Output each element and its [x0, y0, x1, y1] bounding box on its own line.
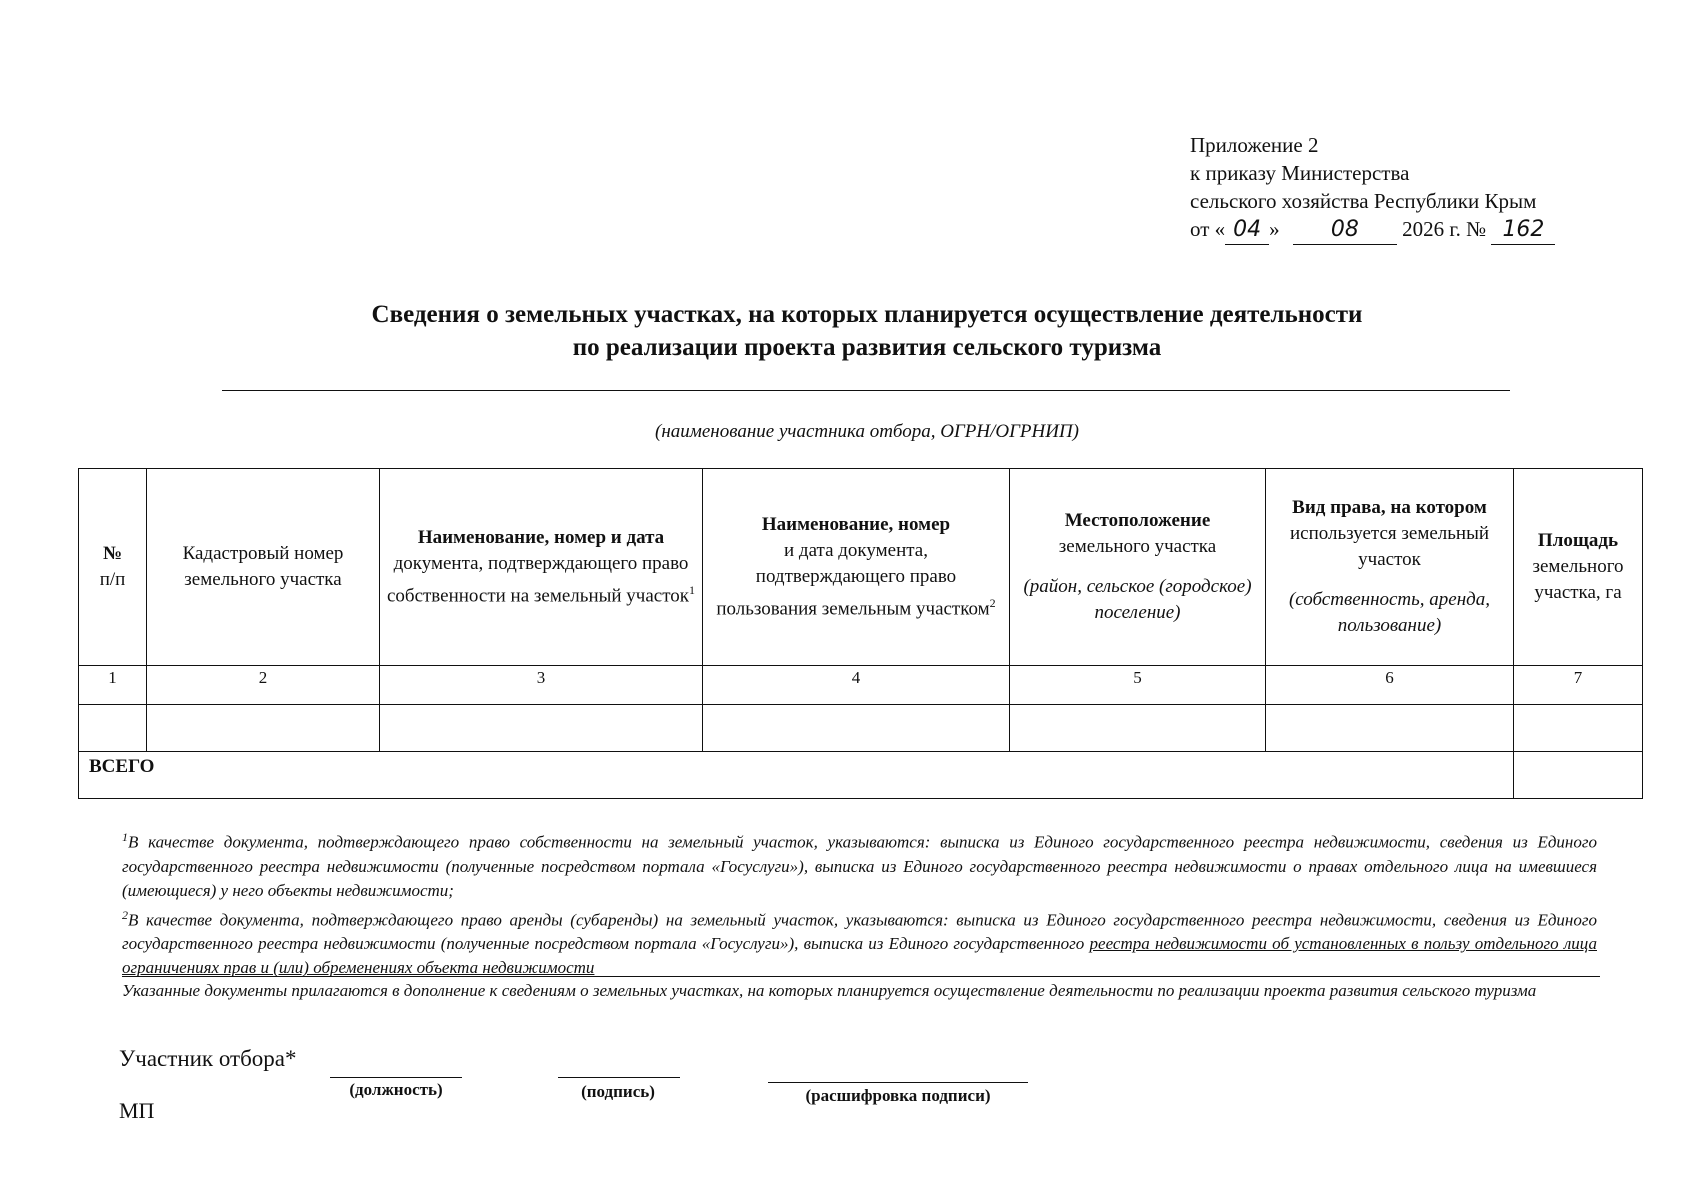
footnote-1 [122, 825, 1597, 903]
title-line-2: по реализации проекта развития сельского туризма [572, 334, 1162, 361]
appendix-line-1: Приложение 2 [1190, 133, 1319, 157]
attachment-note: Указанные документы прилагаются в дополнение к сведениям о земельных участках, на которых планируется осуществление деятельности по реализации проекта развития сельского туризма [122, 981, 1537, 1000]
signature-caption: (подпись) [581, 1082, 655, 1101]
table-header-row [79, 469, 1643, 666]
position-caption: (должность) [349, 1080, 443, 1099]
table-cell [380, 705, 703, 752]
footnote-1-text: В качестве документа, подтверждающего право собственности на земельный участок, указываются: выписка из Единого государственного реестра недвижимости, сведения из Единого государственного реестра недвижимости (полученные посредством портала «Госуслуги»), выписка из Единого государственного реестра недвижимости о правах отдельного лица на имевшиеся (имеющиеся) у него объекты недвижимости; [122, 832, 1597, 900]
header-usage-bold: Наименование, номер [761, 513, 951, 535]
header-area [1514, 469, 1643, 666]
participant-name-line [222, 390, 1510, 391]
table-cell [79, 705, 147, 752]
header-number [79, 469, 147, 666]
column-number: 3 [380, 666, 703, 705]
header-number-pp: п/п [99, 569, 126, 590]
decoding-line [768, 1082, 1028, 1083]
header-right-type [1266, 469, 1514, 666]
header-location-bold: Местоположение [1064, 510, 1211, 531]
decoding-caption: (расшифровка подписи) [805, 1086, 991, 1105]
footnote-2-sup: 2 [122, 907, 128, 922]
column-number: 7 [1514, 666, 1643, 705]
header-ownership-bold: Наименование, номер и дата [417, 526, 665, 548]
column-number: 1 [79, 666, 147, 705]
table-cell [1266, 705, 1514, 752]
header-right-italic: (собственность, аренда, пользование) [1288, 589, 1491, 636]
header-cadastral-label: Кадастровый номер земельного участка [182, 543, 344, 590]
header-ownership-rest: документа, подтверждающего право собственности на земельный участок [386, 552, 690, 607]
date-prefix: от « [1190, 217, 1226, 241]
footnote-separator [122, 976, 1600, 977]
total-label: ВСЕГО [79, 752, 1514, 799]
header-right-bold: Вид права, на котором [1292, 497, 1487, 518]
table-cell [1514, 705, 1643, 752]
header-number-sign: № [102, 543, 123, 564]
footnote-2-text: В качестве документа, подтверждающего право аренды (субаренды) на земельный участок, указываются: выписка из Единого государственного реестра недвижимости, сведения из Единого государственного реестра недвижимости (полученные посредством портала «Госуслуги»), выписка из Единого государственного [122, 910, 1597, 954]
column-number: 5 [1010, 666, 1266, 705]
header-location [1010, 469, 1266, 666]
footnote-2 [122, 903, 1597, 981]
total-row [79, 752, 1643, 799]
table-cell [147, 705, 380, 752]
title-line-1: Сведения о земельных участках, на которых планируется осуществление деятельности [371, 301, 1363, 328]
appendix-date-line [1190, 215, 1555, 245]
column-number: 2 [147, 666, 380, 705]
appendix-line-2: к приказу Министерства [1190, 161, 1410, 185]
seal-label: МП [119, 1098, 155, 1123]
header-right-rest: используется земельный участок [1289, 523, 1490, 570]
total-area-cell [1514, 752, 1643, 799]
column-number: 4 [703, 666, 1010, 705]
column-numbers-row [79, 666, 1643, 705]
header-area-bold: Площадь [1537, 530, 1619, 551]
appendix-line-3: сельского хозяйства Республики Крым [1190, 189, 1537, 213]
column-number: 6 [1266, 666, 1514, 705]
land-plots-table [78, 468, 1643, 799]
participant-label: Участник отбора* [119, 1046, 297, 1071]
appendix-block [1190, 131, 1555, 245]
table-cell [1010, 705, 1266, 752]
footnote-ref-1: 1 [689, 582, 696, 597]
footnotes [122, 825, 1597, 980]
header-location-italic: (район, сельское (городское) поселение) [1023, 576, 1252, 623]
position-line [330, 1077, 462, 1078]
participant-caption: (наименование участника отбора, ОГРН/ОГРНИП) [655, 421, 1079, 442]
signature-line [558, 1077, 680, 1078]
document-title [222, 298, 1512, 364]
table-row [79, 705, 1643, 752]
table-cell [703, 705, 1010, 752]
date-day: 04 [1225, 216, 1269, 245]
header-usage-doc [703, 469, 1010, 666]
order-number: 162 [1491, 216, 1555, 245]
header-usage-rest: и дата документа, подтверждающего право пользования земельным участком [716, 539, 990, 620]
date-mid: » [1269, 217, 1280, 241]
footnote-2-underlined: реестра недвижимости об установленных в пользу отдельного лица ограничениях прав и (или) обременениях объекта недвижимости [122, 934, 1597, 978]
footnote-1-sup: 1 [122, 830, 128, 844]
header-cadastral [147, 469, 380, 666]
header-ownership-doc [380, 469, 703, 666]
date-year: 2026 г. № [1402, 217, 1487, 241]
footnote-ref-2: 2 [989, 595, 996, 610]
header-area-rest: земельного участка, га [1532, 556, 1624, 603]
date-month: 08 [1293, 216, 1397, 245]
header-location-rest: земельного участка [1058, 536, 1217, 557]
